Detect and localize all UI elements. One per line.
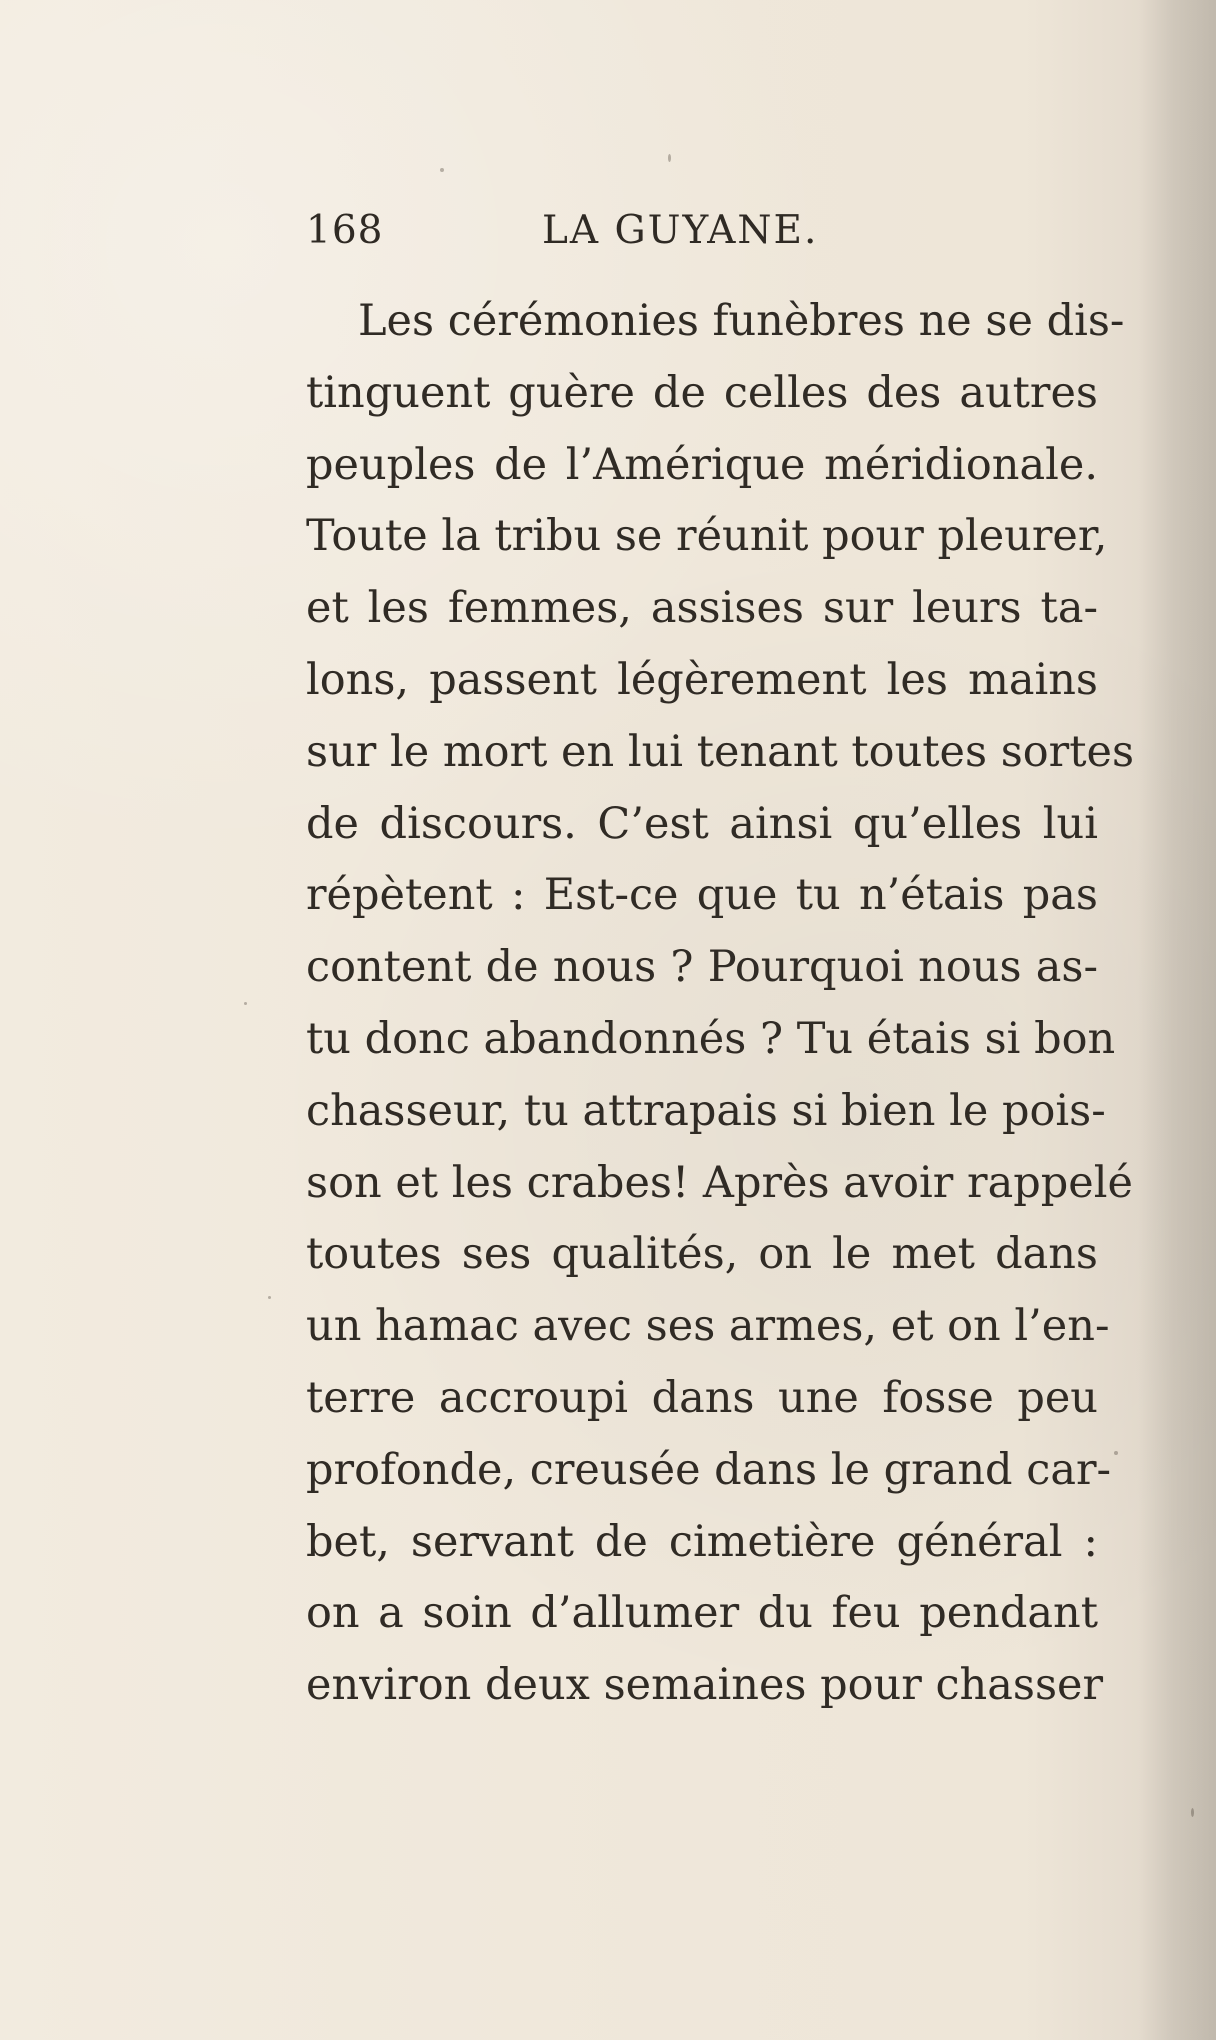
paper-speck <box>1191 1808 1194 1817</box>
page-edge-shadow <box>1138 0 1216 2040</box>
page-number: 168 <box>306 208 384 253</box>
text-line: répètent : Est-ce que tu n’étais pas <box>306 870 1098 921</box>
text-line: son et les crabes! Après avoir rappelé <box>306 1157 1133 1208</box>
text-line: chasseur, tu attrapais si bien le pois- <box>306 1085 1106 1136</box>
text-line: bet, servant de cimetière général : <box>306 1516 1098 1567</box>
paper-speck <box>244 1002 247 1005</box>
paper-speck <box>668 154 671 162</box>
paper-speck <box>1114 1451 1118 1455</box>
text-line: on a soin d’allumer du feu pendant <box>306 1588 1098 1639</box>
running-title: LA GUYANE. <box>542 208 819 253</box>
text-line: un hamac avec ses armes, et on l’en- <box>306 1301 1110 1352</box>
text-line: Les cérémonies funèbres ne se dis- <box>358 296 1125 346</box>
text-line: content de nous ? Pourquoi nous as- <box>306 942 1098 993</box>
text-line: toutes ses qualités, on le met dans <box>306 1229 1098 1280</box>
text-line: et les femmes, assises sur leurs ta- <box>306 583 1098 634</box>
text-line: sur le mort en lui tenant toutes sortes <box>306 726 1135 777</box>
paper-speck <box>440 168 444 172</box>
text-line: tu donc abandonnés ? Tu étais si bon <box>306 1013 1116 1064</box>
running-header <box>306 202 1066 260</box>
text-line: terre accroupi dans une fosse peu <box>306 1372 1098 1423</box>
text-line: Toute la tribu se réunit pour pleurer, <box>306 511 1108 562</box>
text-line: lons, passent légèrement les mains <box>306 654 1098 705</box>
body-text <box>306 286 1135 1722</box>
text-line: profonde, creusée dans le grand car- <box>306 1444 1112 1495</box>
text-line: de discours. C’est ainsi qu’elles lui <box>306 798 1098 849</box>
paper-speck <box>268 1296 271 1299</box>
text-line: tinguent guère de celles des autres <box>306 367 1098 418</box>
text-line: peuples de l’Amérique méridionale. <box>306 439 1098 490</box>
text-line: environ deux semaines pour chasser <box>306 1660 1104 1711</box>
